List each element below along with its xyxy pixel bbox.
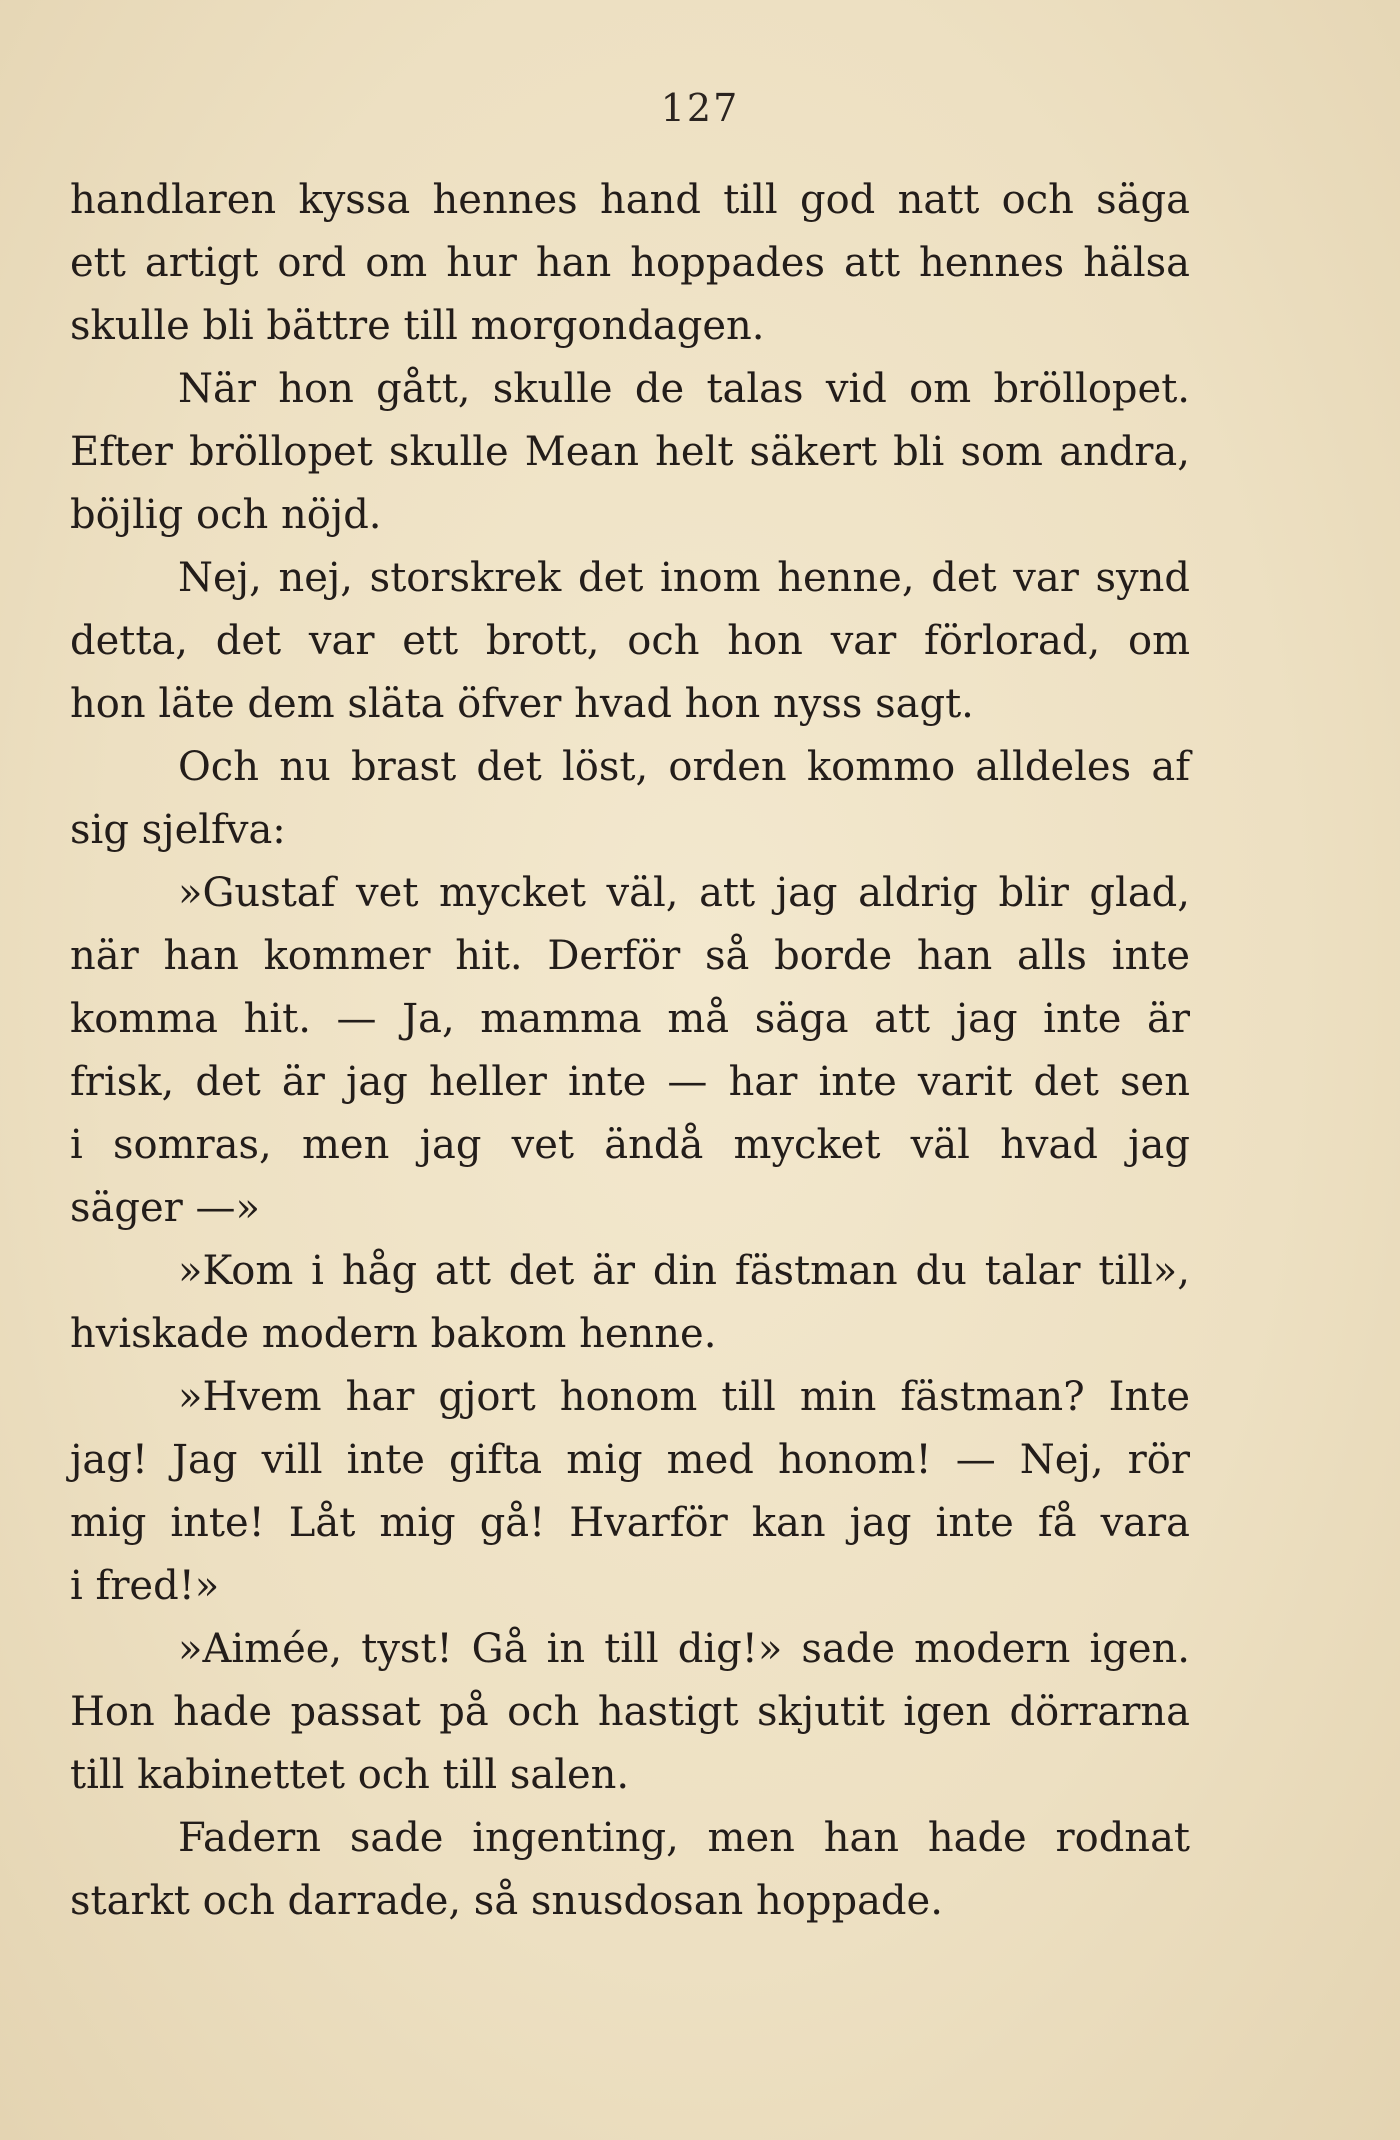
text-line: »Kom i håg att det är din fästman du talar till», xyxy=(178,1248,1190,1294)
text-line: Hon hade passat på och hastigt skjutit igen dörrarna xyxy=(70,1689,1190,1735)
text-line: Nej, nej, storskrek det inom henne, det var synd xyxy=(178,555,1190,601)
text-line: mig inte! Låt mig gå! Hvarför kan jag inte få vara xyxy=(70,1500,1190,1546)
text-line: Efter bröllopet skulle Mean helt säkert bli som andra, xyxy=(70,429,1190,475)
text-line: ett artigt ord om hur han hoppades att hennes hälsa xyxy=(70,240,1190,286)
text-line: böjlig och nöjd. xyxy=(70,492,382,538)
text-line: komma hit. — Ja, mamma må säga att jag inte är xyxy=(70,996,1190,1042)
text-line: skulle bli bättre till morgondagen. xyxy=(70,303,765,349)
text-line: säger —» xyxy=(70,1185,260,1231)
text-line: när han kommer hit. Derför så borde han alls inte xyxy=(70,933,1190,979)
text-line: i somras, men jag vet ändå mycket väl hvad jag xyxy=(70,1122,1190,1168)
text-line: Och nu brast det löst, orden kommo alldeles af xyxy=(178,744,1190,790)
text-line: till kabinettet och till salen. xyxy=(70,1752,630,1798)
text-line: När hon gått, skulle de talas vid om bröllopet. xyxy=(178,366,1190,412)
text-line: »Aimée, tyst! Gå in till dig!» sade modern igen. xyxy=(178,1626,1190,1672)
text-line: i fred!» xyxy=(70,1563,220,1609)
text-line: hviskade modern bakom henne. xyxy=(70,1311,717,1357)
text-line: hon läte dem släta öfver hvad hon nyss sagt. xyxy=(70,681,974,727)
text-line: handlaren kyssa hennes hand till god natt och säga xyxy=(70,177,1190,223)
text-line: »Gustaf vet mycket väl, att jag aldrig blir glad, xyxy=(178,870,1190,916)
text-line: »Hvem har gjort honom till min fästman? Inte xyxy=(178,1374,1190,1420)
text-line: Fadern sade ingenting, men han hade rodnat xyxy=(178,1815,1190,1861)
text-line: jag! Jag vill inte gifta mig med honom! — Nej, rör xyxy=(70,1437,1190,1483)
text-line: frisk, det är jag heller inte — har inte varit det sen xyxy=(70,1059,1190,1105)
page-number: 127 xyxy=(660,86,740,130)
text-line: sig sjelfva: xyxy=(70,807,286,853)
text-line: starkt och darrade, så snusdosan hoppade. xyxy=(70,1878,943,1924)
text-line: detta, det var ett brott, och hon var förlorad, om xyxy=(70,618,1190,664)
